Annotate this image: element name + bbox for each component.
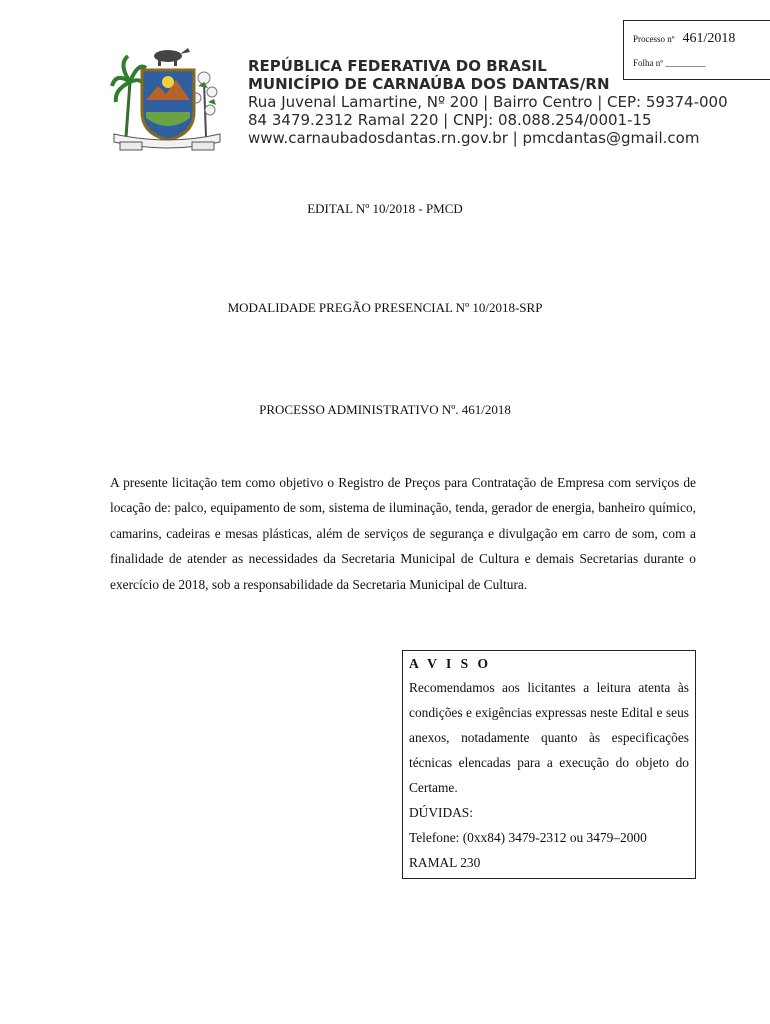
contact-phone: Telefone: (0xx84) 3479-2312 ou 3479–2000 [409, 830, 647, 845]
notice-text: Recomendamos aos licitantes a leitura atenta às condições e exigências expressas neste Edital e seus anexos, notadamente quanto às especificações técnicas elencadas para a execução do objeto do Certame. [409, 680, 689, 795]
phone-cnpj-line: 84 3479.2312 Ramal 220 | CNPJ: 08.088.254/0001-15 [248, 111, 652, 129]
notice-heading: A V I S O [409, 656, 492, 671]
doubts-label: DÚVIDAS: [409, 805, 473, 820]
address-line: Rua Juvenal Lamartine, Nº 200 | Bairro Centro | CEP: 59374-000 [248, 93, 728, 111]
edital-title: EDITAL Nº 10/2018 - PMCD [307, 201, 463, 216]
processo-title: PROCESSO ADMINISTRATIVO Nº. 461/2018 [259, 402, 511, 417]
municipality-name: MUNICÍPIO DE CARNAÚBA DOS DANTAS/RN [248, 75, 610, 93]
letterhead [248, 57, 728, 147]
modalidade-title: MODALIDADE PREGÃO PRESENCIAL Nº 10/2018-SRP [227, 300, 543, 315]
page-number-label: Folha nº _________ [633, 58, 706, 68]
website-email-line: www.carnaubadosdantas.rn.gov.br | pmcdantas@gmail.com [248, 129, 700, 147]
process-number: 461/2018 [682, 31, 736, 46]
object-paragraph: A presente licitação tem como objetivo o Registro de Preços para Contratação de Empresa com serviços de locação de: palco, equipamento de som, sistema de iluminação, tenda, gerador de energia, banheiro químico, camarins, cadeiras e mesas plásticas, além de serviços de segurança e divulgação em carro de som, com a finalidade de atender as necessidades da Secretaria Municipal de Cultura e demais Secretarias durante o exercício de 2018, sob a responsabilidade da Secretaria Municipal de Cultura. [110, 475, 696, 592]
country-name: REPÚBLICA FEDERATIVA DO BRASIL [248, 57, 547, 75]
process-label: Processo nº [633, 34, 675, 44]
notice-box [402, 650, 696, 879]
contact-extension: RAMAL 230 [409, 855, 481, 870]
municipal-crest-logo [108, 42, 226, 152]
